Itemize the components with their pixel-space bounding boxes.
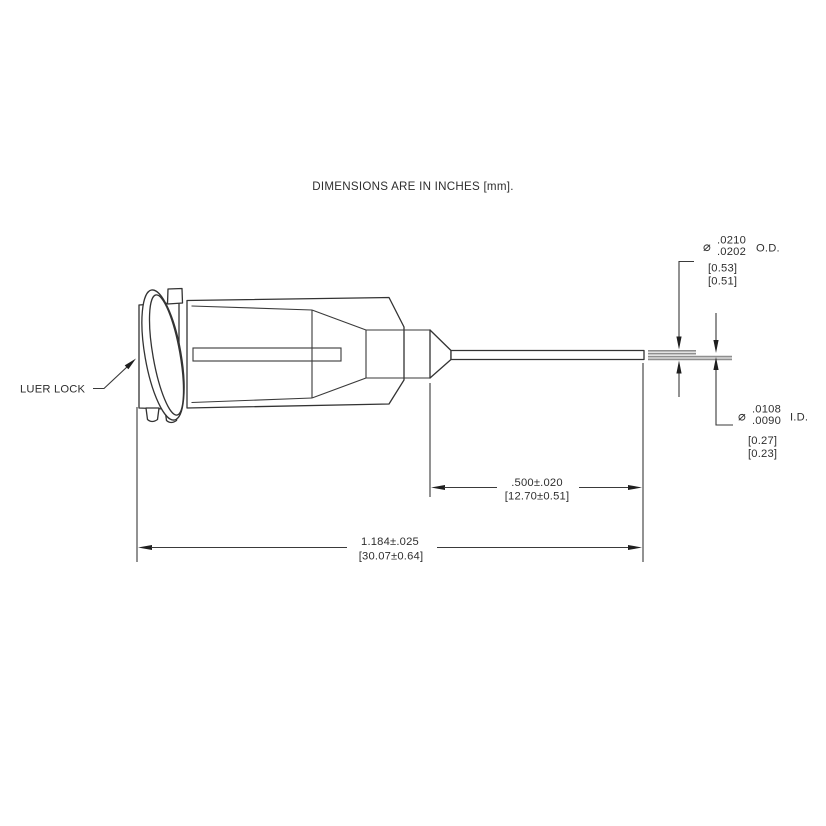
diameter-witness-lines bbox=[648, 351, 732, 360]
id-leader-line bbox=[716, 370, 733, 425]
id-inch-max: .0108 bbox=[752, 403, 781, 416]
od-mm-min: [0.51] bbox=[708, 275, 738, 288]
flange-top-lug bbox=[168, 289, 183, 305]
flange-bottom-lug bbox=[146, 408, 159, 422]
id-inch-min: .0090 bbox=[752, 415, 781, 427]
overall-arrow-left bbox=[138, 545, 152, 550]
od-mm-max: [0.53] bbox=[708, 262, 738, 275]
od-arrow-bottom bbox=[676, 361, 681, 374]
luer-lock-leader bbox=[93, 366, 128, 389]
needle-length-mm: [12.70±0.51] bbox=[504, 490, 570, 503]
needle-hub-body bbox=[187, 298, 430, 409]
od-label: O.D. bbox=[756, 242, 780, 255]
needle-length-arrow-right bbox=[628, 485, 642, 490]
hub-outline bbox=[187, 298, 404, 409]
units-note: DIMENSIONS ARE IN INCHES [mm]. bbox=[312, 180, 514, 193]
overall-arrow-right bbox=[628, 545, 642, 550]
needle-tube bbox=[451, 351, 644, 360]
id-diameter-symbol: ⌀ bbox=[738, 408, 746, 424]
id-witness-band bbox=[648, 357, 732, 360]
needle-tip-assembly bbox=[430, 330, 644, 378]
od-witness-band bbox=[648, 351, 696, 354]
od-inch-max: .0210 bbox=[717, 234, 746, 247]
overall-length-mm: [30.07±0.64] bbox=[358, 550, 424, 563]
tip-cone bbox=[430, 330, 451, 378]
id-label: I.D. bbox=[790, 411, 809, 424]
needle-length-dimension bbox=[430, 363, 643, 562]
od-arrow-top bbox=[676, 337, 681, 350]
od-leader-line bbox=[679, 262, 694, 338]
id-arrow-top bbox=[713, 340, 718, 353]
needle-length-arrow-left bbox=[431, 485, 445, 490]
luer-lock-callout bbox=[20, 359, 136, 396]
luer-lock-label: LUER LOCK bbox=[20, 383, 86, 396]
id-dimension bbox=[713, 313, 808, 460]
od-diameter-symbol: ⌀ bbox=[703, 239, 711, 254]
id-mm-max: [0.27] bbox=[748, 435, 778, 447]
id-mm-min: [0.23] bbox=[748, 448, 778, 460]
overall-length-inch: 1.184±.025 bbox=[361, 536, 419, 548]
needle-length-inch: .500±.020 bbox=[511, 477, 563, 489]
luer-lock-flange bbox=[134, 287, 192, 423]
overall-length-dimension bbox=[137, 407, 642, 563]
od-dimension bbox=[676, 235, 779, 398]
od-inch-min: .0202 bbox=[717, 246, 746, 258]
